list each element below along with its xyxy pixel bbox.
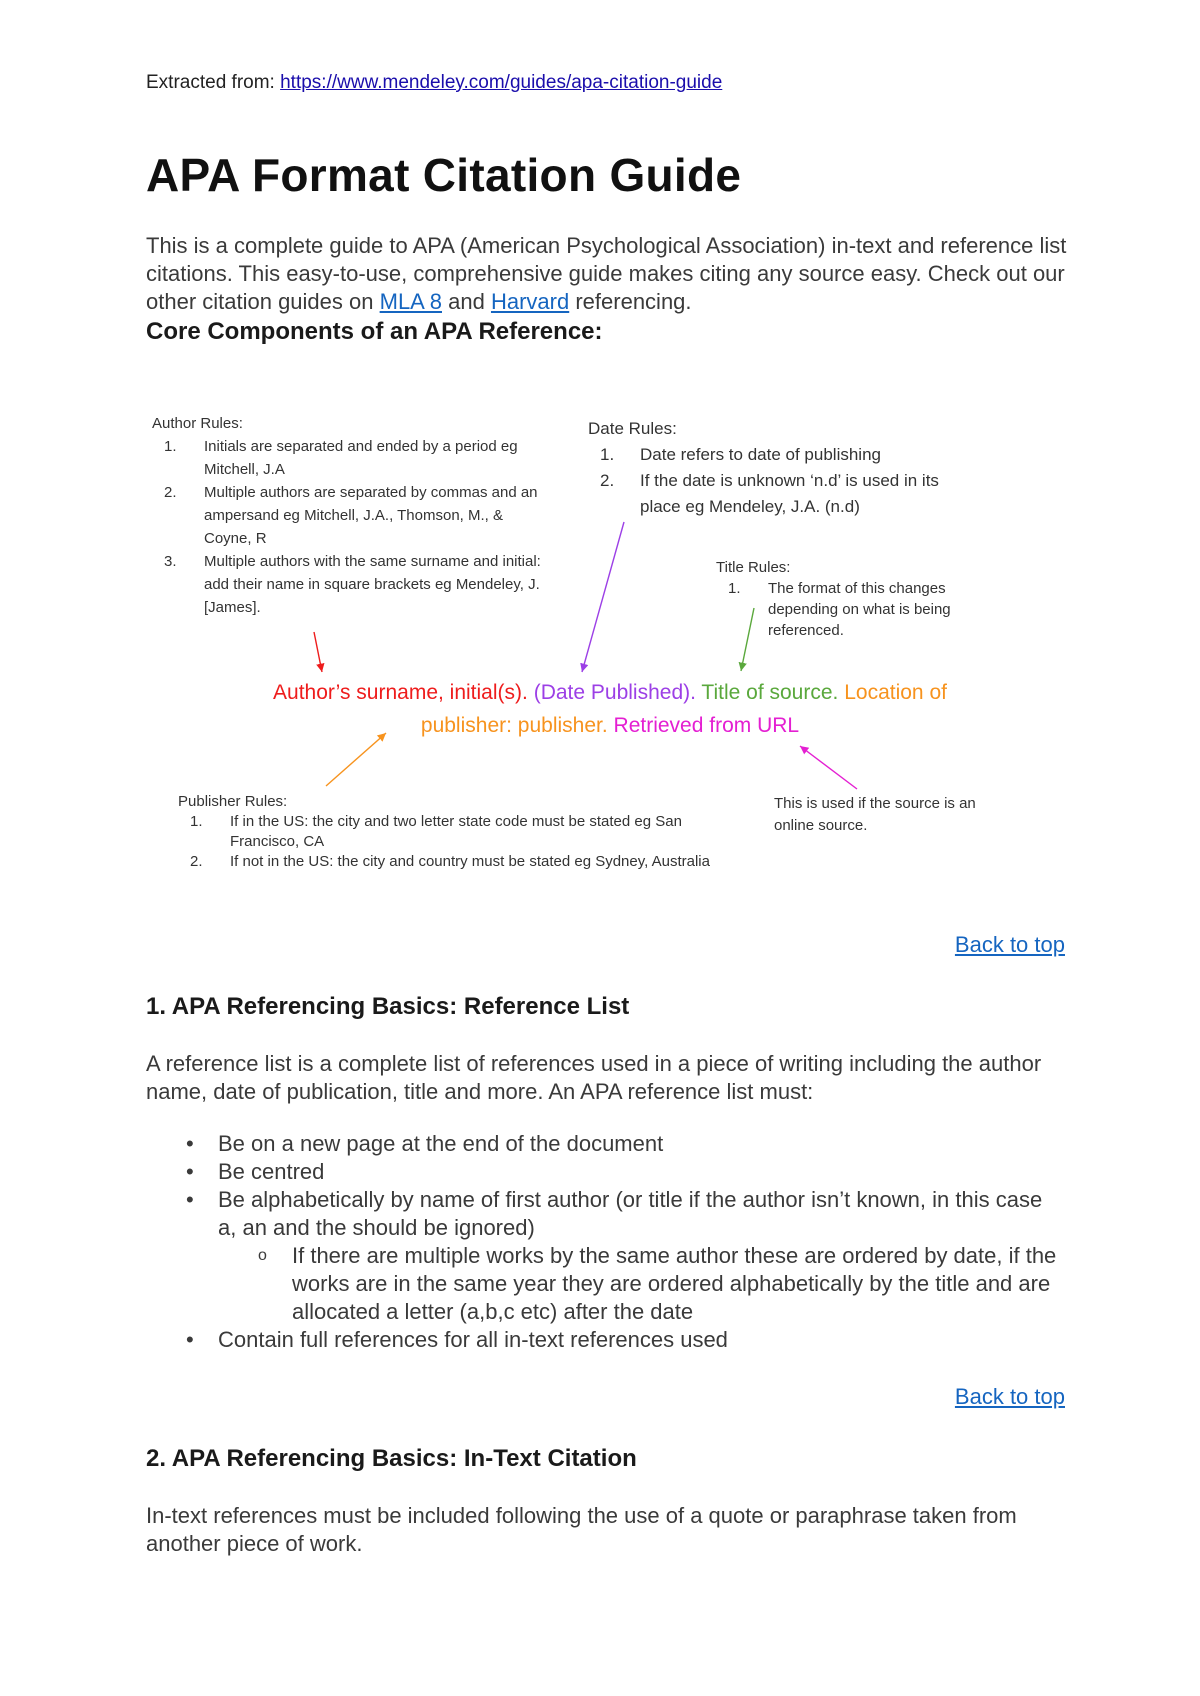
sub-list-item: [218, 1242, 1066, 1326]
page-title: APA Format Citation Guide: [146, 149, 742, 201]
list-item: [146, 1158, 1066, 1186]
rule-text: If not in the US: the city and country must be stated eg Sydney, Australia: [230, 853, 710, 870]
formula-title: Title of source.: [701, 681, 839, 704]
section2-heading: 2. APA Referencing Basics: In-Text Citation: [146, 1445, 637, 1472]
formula-author: Author’s surname, initial(s).: [273, 681, 528, 704]
back-to-top-link[interactable]: Back to top: [954, 1384, 1065, 1409]
formula-retrieved: Retrieved from URL: [613, 714, 800, 737]
list-item-text: Be alphabetically by name of first author (or title if the author isn’t known, in this case a, an and the should be ignored): [218, 1187, 1043, 1240]
rule-number: 1.: [728, 580, 741, 597]
list-item: [146, 1186, 1066, 1326]
date-rules-title: Date Rules:: [588, 419, 677, 438]
publisher-rules: [178, 792, 718, 872]
title-rules-title: Title Rules:: [716, 559, 791, 576]
apa-reference-diagram: [0, 400, 1200, 910]
section1-paragraph: A reference list is a complete list of references used in a piece of writing including the author name, date of publication, title and more. An APA reference list must:: [146, 1051, 1042, 1104]
title-rule-item: [716, 578, 1016, 641]
apa-reference-formula: [230, 676, 990, 742]
mla8-link[interactable]: MLA 8: [379, 289, 442, 314]
date-rules: [588, 416, 958, 520]
rule-text: Date refers to date of publishing: [640, 445, 881, 464]
rule-number: 1.: [164, 438, 177, 455]
rule-text: Multiple authors are separated by commas and an ampersand eg Mitchell, J.A., Thomson, M., & Coyne, R: [204, 484, 538, 547]
rule-number: 2.: [164, 484, 177, 501]
rule-number: 2.: [190, 853, 203, 870]
source-prefix: Extracted from:: [146, 72, 275, 93]
author-rules: [152, 412, 542, 619]
source-url-link[interactable]: https://www.mendeley.com/guides/apa-citation-guide: [280, 72, 723, 93]
intro-paragraph: [146, 232, 1086, 316]
author-rule-item: [152, 481, 542, 550]
sub-list: [218, 1242, 1066, 1326]
author-rule-item: [152, 550, 542, 619]
sub-bullet-circle: o: [258, 1247, 267, 1264]
author-rules-title: Author Rules:: [152, 415, 243, 432]
bullet-dot: •: [186, 1159, 194, 1184]
title-rules: [716, 557, 1016, 641]
formula-date: (Date Published).: [533, 681, 696, 704]
online-source-note: This is used if the source is an online source.: [774, 795, 976, 834]
publisher-rule-item: [178, 812, 718, 852]
rule-number: 1.: [600, 445, 615, 464]
rule-text: If the date is unknown ‘n.d’ is used in its place eg Mendeley, J.A. (n.d): [640, 471, 939, 516]
back-to-top-link[interactable]: Back to top: [954, 932, 1065, 957]
url-arrow: [800, 746, 857, 789]
formula-location: Location of publisher: publisher.: [420, 681, 947, 737]
rule-text: If in the US: the city and two letter state code must be stated eg San Francisco, CA: [230, 813, 682, 850]
bullet-dot: •: [186, 1187, 194, 1212]
list-item: [146, 1130, 1066, 1158]
rule-number: 1.: [190, 813, 203, 830]
core-components-heading: Core Components of an APA Reference:: [146, 318, 603, 345]
harvard-link[interactable]: Harvard: [490, 289, 570, 314]
publisher-rules-title: Publisher Rules:: [178, 793, 288, 810]
publisher-rule-item: [178, 852, 718, 872]
sub-list-item-text: If there are multiple works by the same author these are ordered by date, if the works are in the same year they are ordered alphabetically by the title and are allocated a letter (a,b,c etc) after the date: [292, 1243, 1057, 1324]
rule-text: Initials are separated and ended by a period eg Mitchell, J.A: [204, 438, 518, 478]
rule-text: Multiple authors with the same surname and initial: add their name in square brackets eg Mendeley, J. [James].: [204, 553, 541, 616]
intro-text: This is a complete guide to APA (American Psychological Association) in-text and reference list citations. This easy-to-use, comprehensive guide makes citing any source easy. Check out our other citation guides on: [146, 233, 1067, 314]
list-item: [146, 1326, 1066, 1354]
rule-number: 2.: [600, 471, 615, 490]
list-item-text: Be centred: [218, 1159, 325, 1184]
author-rule-item: [152, 435, 542, 481]
rule-number: 3.: [164, 553, 177, 570]
list-item-text: Contain full references for all in-text references used: [218, 1327, 728, 1352]
list-item-text: Be on a new page at the end of the document: [218, 1131, 664, 1156]
source-line: [146, 72, 722, 94]
author-arrow: [314, 632, 322, 672]
bullet-dot: •: [186, 1327, 194, 1352]
date-arrow: [582, 522, 624, 672]
section2-paragraph: In-text references must be included following the use of a quote or paraphrase taken from another piece of work.: [146, 1503, 1017, 1556]
date-rule-item: [588, 468, 958, 520]
rule-text: The format of this changes depending on what is being referenced.: [768, 580, 951, 639]
bullet-dot: •: [186, 1131, 194, 1156]
intro-end: referencing.: [575, 289, 692, 314]
date-rule-item: [588, 442, 958, 468]
intro-and: and: [448, 289, 485, 314]
section1-heading: 1. APA Referencing Basics: Reference List: [146, 993, 630, 1020]
reference-list-requirements: [146, 1130, 1066, 1354]
